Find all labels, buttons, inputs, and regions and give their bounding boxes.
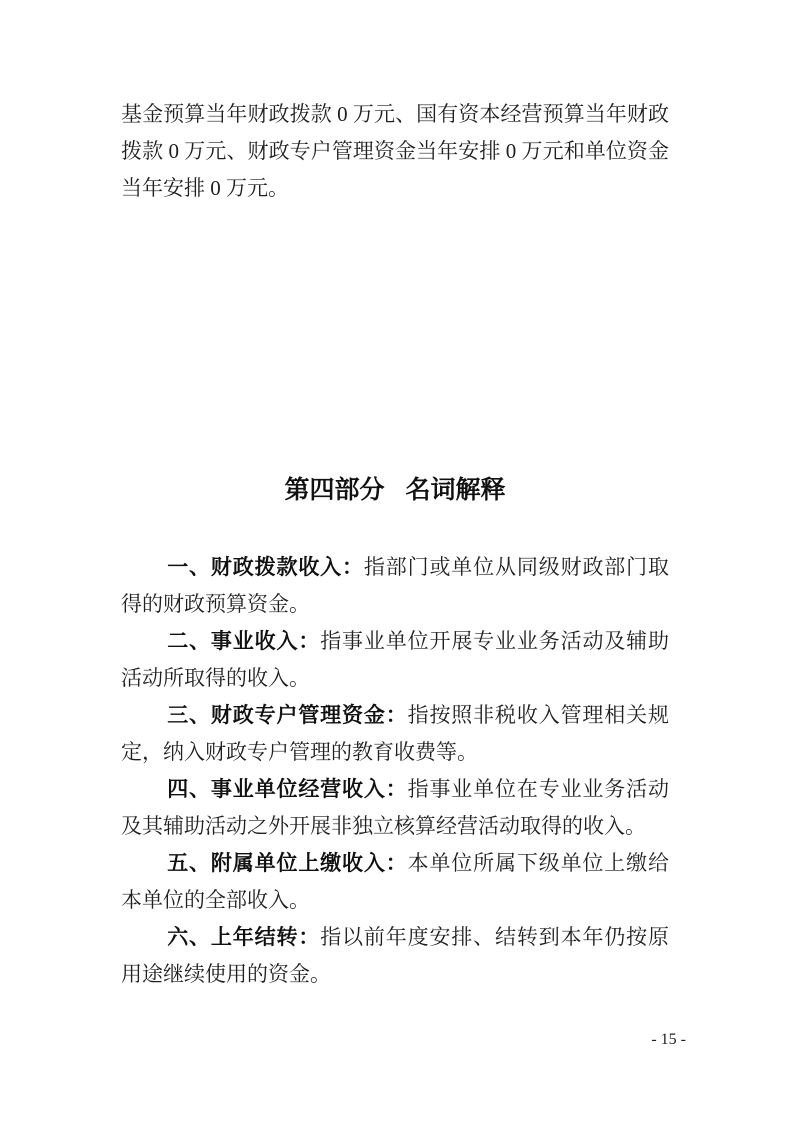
definition-term: 一、财政拨款收入： xyxy=(167,556,364,579)
definition-item xyxy=(121,845,669,919)
intro-paragraph: 基金预算当年财政拨款 0 万元、国有资本经营预算当年财政拨款 0 万元、财政专户管理资金当年安排 0 万元和单位资金当年安排 0 万元。 xyxy=(121,102,669,200)
definition-item xyxy=(121,549,669,623)
definition-text: 指按照非税收入管理相关规定，纳入财政专户管理的教育收费等。 xyxy=(121,703,669,764)
definition-term: 五、附属单位上缴收入： xyxy=(167,852,408,875)
page-number: - 15 - xyxy=(651,1031,686,1048)
definition-text: 指部门或单位从同级财政部门取得的财政预算资金。 xyxy=(121,555,670,616)
definitions-list xyxy=(121,549,669,993)
definition-text: 指事业单位在专业业务活动及其辅助活动之外开展非独立核算经营活动取得的收入。 xyxy=(121,777,669,838)
definition-text: 指事业单位开展专业业务活动及辅助活动所取得的收入。 xyxy=(121,629,670,690)
definition-term: 二、事业收入： xyxy=(167,630,321,653)
definition-item xyxy=(121,697,669,771)
definition-item xyxy=(121,919,669,993)
definition-term: 四、事业单位经营收入： xyxy=(167,778,408,801)
definition-item xyxy=(121,771,669,845)
definition-item xyxy=(121,623,669,697)
definition-term: 六、上年结转： xyxy=(167,926,321,949)
definition-text: 本单位所属下级单位上缴给本单位的全部收入。 xyxy=(121,851,669,912)
definition-text: 指以前年度安排、结转到本年仍按原用途继续使用的资金。 xyxy=(121,925,670,986)
section-heading: 第四部分 名词解释 xyxy=(284,476,506,504)
definition-term: 三、财政专户管理资金： xyxy=(167,704,408,727)
